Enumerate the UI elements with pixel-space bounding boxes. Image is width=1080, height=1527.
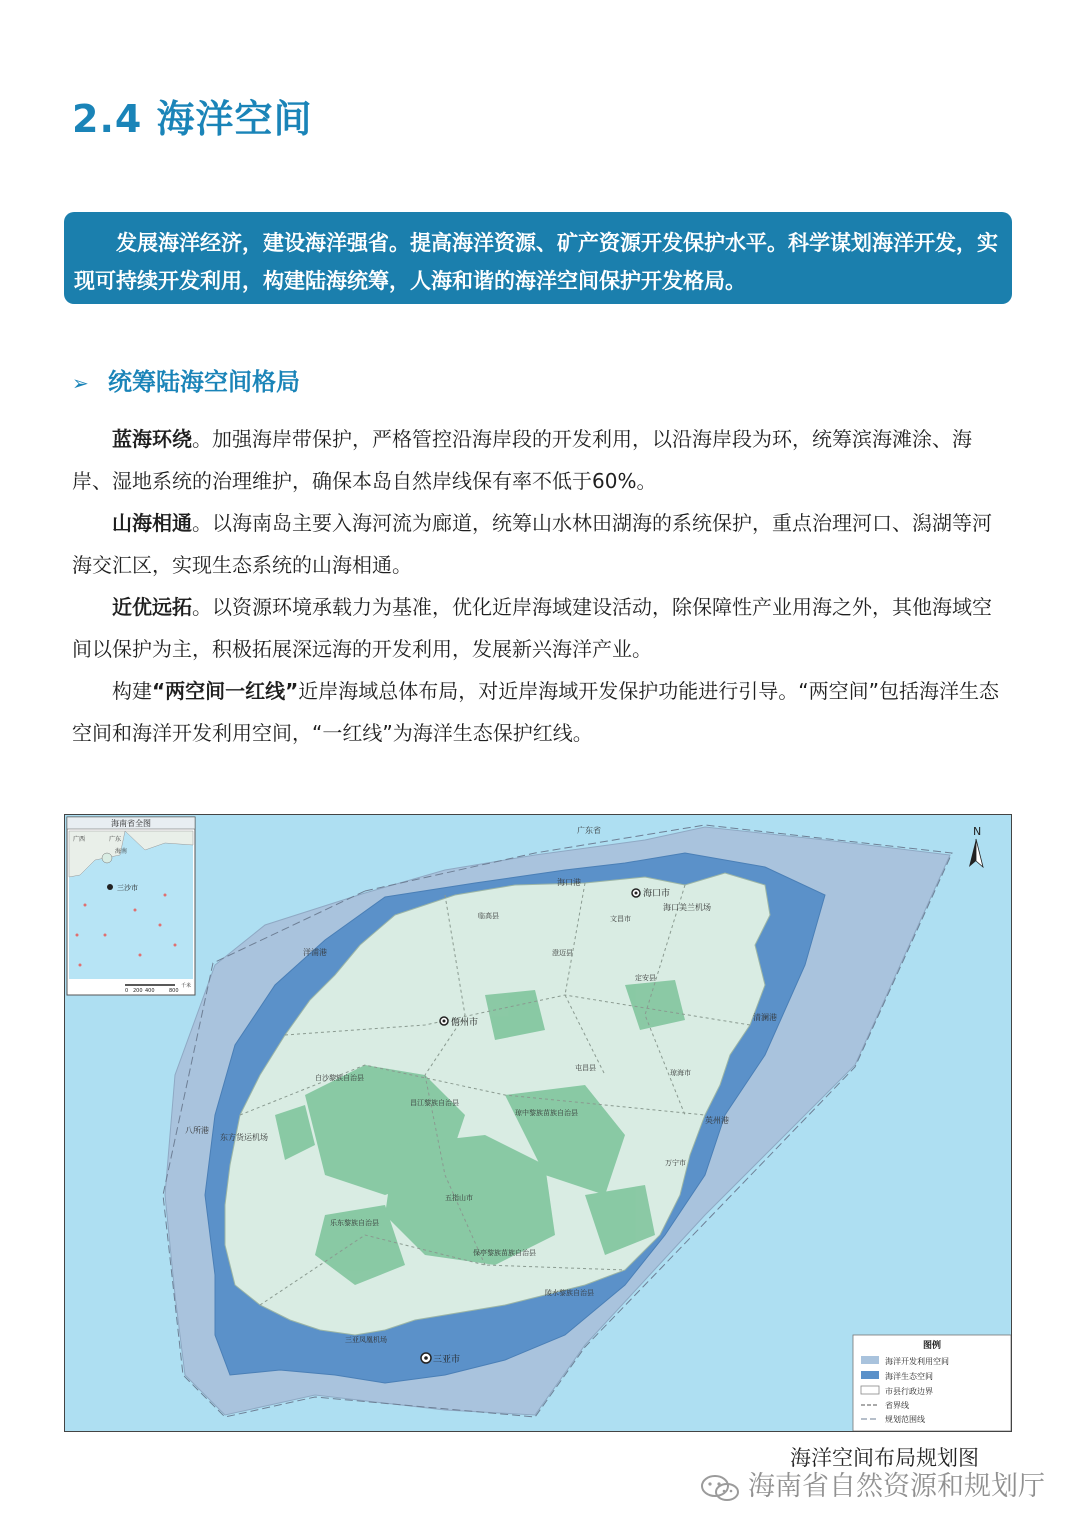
- label-lingshui: 陵水黎族自治县: [545, 1289, 594, 1297]
- label-haikou: 海口市: [643, 889, 671, 899]
- ocean-space-map: [64, 814, 1012, 1432]
- label-guangdong-province: 广东省: [577, 826, 601, 835]
- label-ledong: 乐东黎族自治县: [330, 1219, 379, 1227]
- paragraph-text: 。以资源环境承载力为基准，优化近岸海域建设活动，除保障性产业用海之外，其他海域空间以保护为主，积极拓展深远海的开发利用，发展新兴海洋产业。: [72, 595, 992, 661]
- legend-province-border: 省界线: [885, 1401, 909, 1410]
- label-changjiang: 昌江黎族自治县: [410, 1099, 459, 1107]
- label-sanya-airport: 三亚凤凰机场: [345, 1336, 387, 1344]
- label-haikou-port: 海口港: [557, 878, 581, 887]
- paragraph-near-far: [72, 586, 1008, 670]
- label-tunchang: 屯昌县: [575, 1064, 596, 1072]
- arrow-icon: ➢: [72, 371, 89, 395]
- paragraph-layout: [72, 670, 1008, 754]
- paragraph-bold: “两空间一红线”: [152, 679, 299, 703]
- label-qiongzhong: 琼中黎族苗族自治县: [515, 1109, 578, 1117]
- paragraph-lead: 近优远拓: [112, 595, 192, 619]
- label-baisha: 白沙黎族自治县: [315, 1074, 364, 1082]
- map-caption: 海洋空间布局规划图: [790, 1446, 979, 1470]
- inset-scale-0: 0: [125, 988, 129, 994]
- label-dingan: 定安县: [635, 974, 656, 982]
- legend-county-boundary: 市县行政边界: [885, 1387, 933, 1396]
- legend-dev-space: 海洋开发利用空间: [885, 1357, 949, 1366]
- paragraph-lead: 蓝海环绕: [112, 427, 192, 451]
- label-wenchang: 文昌市: [610, 915, 631, 923]
- legend-dev-swatch: [861, 1356, 879, 1364]
- label-yingzhou: 英州港: [705, 1116, 729, 1125]
- label-qionghai: 琼海市: [670, 1069, 691, 1077]
- label-dongfang-airport: 东方货运机场: [220, 1133, 268, 1142]
- label-baoting: 保亭黎族苗族自治县: [473, 1249, 536, 1257]
- label-chengmai: 澄迈县: [552, 949, 573, 957]
- wechat-icon: [700, 1473, 740, 1503]
- inset-title: 海南省全图: [111, 819, 151, 828]
- inset-scale-800: 800: [169, 988, 179, 994]
- paragraph-text: 近岸海域总体布局，对近岸海域开发保护功能进行引导。“两空间”包括海洋生态空间和海洋开发利用空间，“一红线”为海洋生态保护红线。: [72, 679, 1000, 745]
- inset-label-hainan: 海南: [115, 848, 128, 855]
- section-heading-text: 统筹陆海空间格局: [108, 368, 300, 396]
- legend-boundary-swatch: [861, 1386, 879, 1394]
- section-heading: [72, 362, 300, 397]
- paragraph-mountain-sea: [72, 502, 1008, 586]
- inset-scale-200: 200: [133, 988, 143, 994]
- map-legend: [853, 1335, 1011, 1431]
- summary-text: 发展海洋经济，建设海洋强省。提高海洋资源、矿产资源开发保护水平。科学谋划海洋开发，实现可持续开发利用，构建陆海统筹，人海和谐的海洋空间保护开发格局。: [74, 231, 998, 293]
- label-lingao: 临高县: [478, 912, 499, 920]
- sanya-city-marker-map: [421, 1353, 431, 1363]
- inset-scale-unit: 千米: [181, 983, 192, 989]
- paragraph-text: 。加强海岸带保护，严格管控沿海岸段的开发利用，以沿海岸段为环，统筹滨海滩涂、海岸、湿地系统的治理维护，确保本岛自然岸线保有率不低于60%。: [72, 427, 972, 493]
- inset-scale-400: 400: [145, 988, 155, 994]
- north-label: N: [973, 825, 982, 838]
- label-yangpu: 洋浦港: [303, 948, 327, 957]
- legend-title: 图例: [922, 1341, 942, 1351]
- label-qinglan: 清澜港: [753, 1013, 777, 1022]
- label-basuo: 八所港: [185, 1126, 209, 1135]
- label-wanning: 万宁市: [665, 1159, 686, 1167]
- label-wuzhishan: 五指山市: [445, 1194, 473, 1202]
- inset-label-guangdong: 广东: [109, 836, 122, 843]
- label-sanya: 三亚市: [433, 1355, 461, 1365]
- legend-eco-swatch: [861, 1371, 879, 1379]
- body-text: [72, 418, 1008, 754]
- inset-label-guangxi: 广西: [73, 836, 86, 843]
- paragraph-text: 。以海南岛主要入海河流为廊道，统筹山水林田湖海的系统保护，重点治理河口、潟湖等河海交汇区，实现生态系统的山海相通。: [72, 511, 992, 577]
- watermark-text: 海南省自然资源和规划厅: [748, 1471, 1045, 1502]
- legend-eco-space: 海洋生态空间: [885, 1372, 933, 1381]
- paragraph-lead: 山海相通: [112, 511, 192, 535]
- legend-planning-range: 规划范围线: [885, 1415, 925, 1424]
- paragraph-blue-sea: [72, 418, 1008, 502]
- paragraph-text: 构建: [112, 679, 152, 703]
- summary-box: [64, 212, 1012, 304]
- inset-map: [67, 817, 195, 995]
- label-danzhou: 儋州市: [451, 1018, 479, 1028]
- inset-sansha: 三沙市: [117, 884, 138, 892]
- label-meilan-airport: 海口美兰机场: [663, 903, 711, 912]
- sansha-marker-icon: [107, 884, 113, 890]
- watermark: [700, 1464, 1045, 1503]
- page-title: 2.4 海洋空间: [72, 97, 313, 141]
